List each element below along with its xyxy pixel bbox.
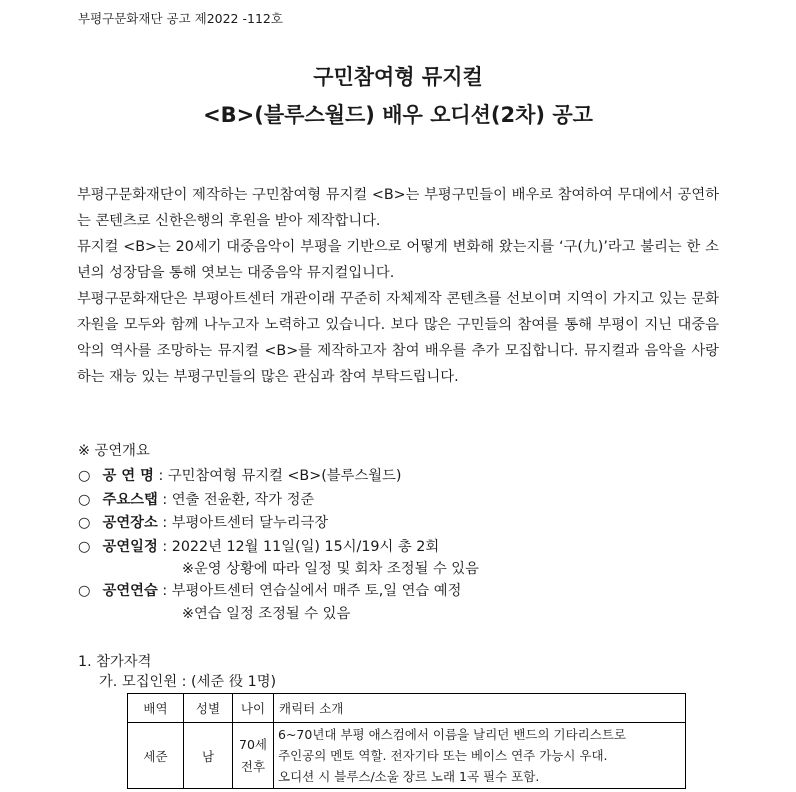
overview-item-value: 부평아트센터 달누리극장 <box>171 515 329 531</box>
bullet-icon: ○ <box>78 492 91 508</box>
cell-character-desc <box>274 723 686 789</box>
table-row <box>128 723 686 789</box>
overview-item-value: 2022년 12월 11일(일) 15시/19시 총 2회 <box>171 539 440 555</box>
table-header-age: 나이 <box>233 694 274 723</box>
desc-line: 주인공의 멘토 역할. 전자기타 또는 베이스 연주 가능시 우대. <box>278 748 608 763</box>
overview-item-sep: : <box>162 492 172 508</box>
desc-line: 6~70년대 부평 애스컴에서 이름을 날리던 밴드의 기타리스트로 <box>278 727 626 742</box>
intro-paragraph-3: 부평구문화재단은 부평아트센터 개관이래 꾸준히 자체제작 콘텐츠를 선보이며 지역이 가지고 있는 문화자원을 모두와 함께 나누고자 노력하고 있습니다. 보다 많은 구민들의 참여를 통해 부평이 지닌 대중음악의 역사를 조망하는 뮤지컬 <B>를 제작하고자 참여 배우를 추가 모집합니다. 뮤지컬과 음악을 사랑하는 재능 있는 부평구민들의 많은 관심과 참여 부탁드립니다. <box>77 291 719 385</box>
intro-text <box>77 182 719 390</box>
page-title-line1: 구민참여형 뮤지컬 <box>313 65 483 89</box>
table-header-row <box>128 694 686 723</box>
overview-item-label: 주요스탭 <box>102 492 158 508</box>
overview-item-title <box>78 465 401 485</box>
overview-item-value: 연출 전윤환, 작가 정준 <box>171 492 315 508</box>
overview-item-sep: : <box>162 539 172 555</box>
overview-item-sep: : <box>162 583 172 599</box>
overview-item-label: 공연일정 <box>102 539 158 555</box>
overview-item-value: 부평아트센터 연습실에서 매주 토,일 연습 예정 <box>171 583 462 599</box>
rehearsal-note: ※연습 일정 조정될 수 있음 <box>182 606 351 622</box>
overview-item-venue <box>78 512 328 532</box>
cell-gender: 남 <box>184 723 233 789</box>
bullet-icon: ○ <box>78 583 91 599</box>
cell-age <box>233 723 274 789</box>
intro-paragraph-1: 부평구문화재단이 제작하는 구민참여형 뮤지컬 <B>는 부평구민들이 배우로 참여하여 무대에서 공연하는 콘텐츠로 신한은행의 후원을 받아 제작합니다. <box>77 187 719 229</box>
cell-age-line2: 전후 <box>240 758 266 774</box>
table-header-role: 배역 <box>128 694 184 723</box>
section-subheading: 가. 모집인원 : (세준 役 1명) <box>99 674 277 690</box>
table-header-gender: 성별 <box>184 694 233 723</box>
overview-item-label: 공연장소 <box>102 515 158 531</box>
overview-item-staff <box>78 489 314 509</box>
table-header-character: 캐릭터 소개 <box>274 694 686 723</box>
overview-item-sep: : <box>162 515 172 531</box>
cell-role: 세준 <box>128 723 184 789</box>
intro-paragraph-2: 뮤지컬 <B>는 20세기 대중음악이 부평을 기반으로 어떻게 변화해 왔는지를 ‘구(九)’라고 불리는 한 소년의 성장담을 통해 엿보는 대중음악 뮤지컬입니다. <box>77 239 719 281</box>
bullet-icon: ○ <box>78 468 91 484</box>
overview-heading: ※ 공연개요 <box>78 443 150 459</box>
overview-item-sep: : <box>158 468 168 484</box>
cast-table <box>127 693 686 789</box>
overview-item-rehearsal <box>78 580 461 600</box>
schedule-note: ※운영 상황에 따라 일정 및 회차 조정될 수 있음 <box>182 561 479 577</box>
document-number: 부평구문화재단 공고 제2022 -112호 <box>78 11 283 26</box>
overview-item-schedule <box>78 536 439 556</box>
desc-line: 오디션 시 블루스/소울 장르 노래 1곡 필수 포함. <box>278 769 540 784</box>
overview-item-label: 공연연습 <box>102 583 158 599</box>
bullet-icon: ○ <box>78 539 91 555</box>
cell-age-line1: 70세 <box>239 736 267 752</box>
overview-item-value: 구민참여형 뮤지컬 <B>(블루스월드) <box>167 468 402 484</box>
section-heading: 1. 참가자격 <box>78 654 152 670</box>
bullet-icon: ○ <box>78 515 91 531</box>
page-title-line2: <B>(블루스월드) 배우 오디션(2차) 공고 <box>203 103 593 127</box>
overview-item-label: 공 연 명 <box>102 468 154 484</box>
